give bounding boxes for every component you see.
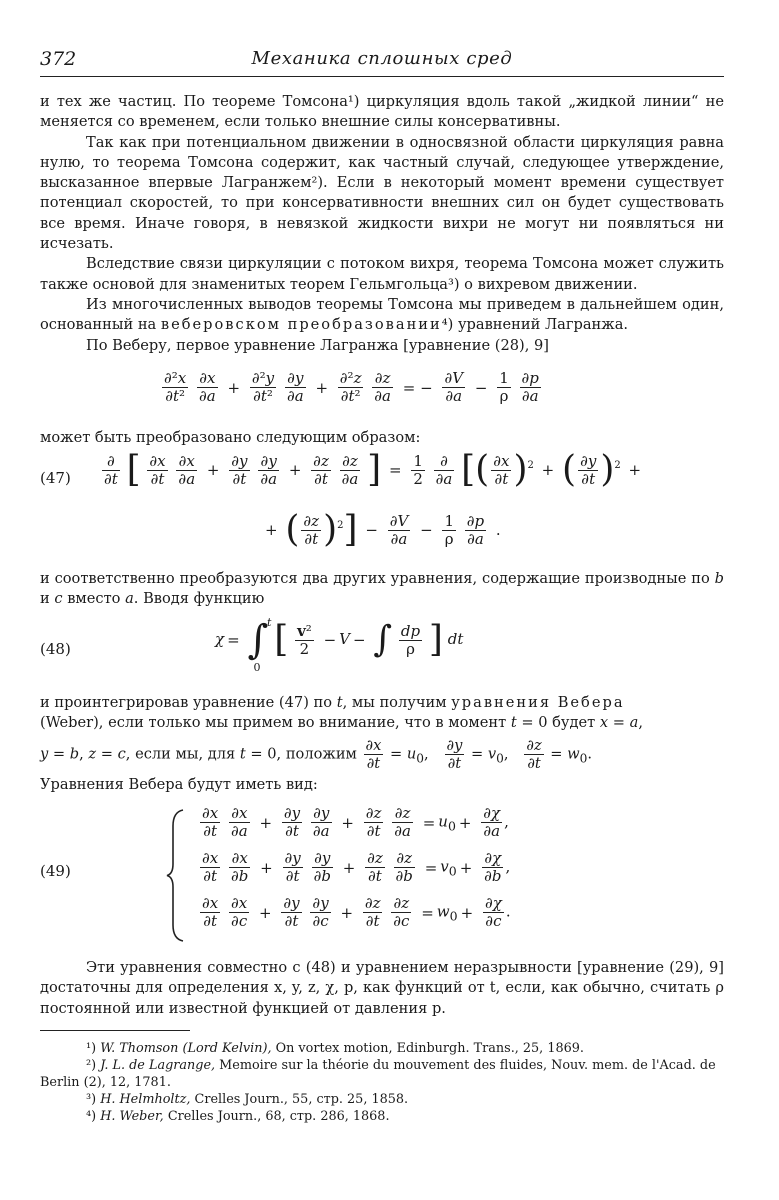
equation-49-row-c: $\frac{\partial x}{\partial t}$ $\frac{\partial x}{\partial c}$ + $\frac{\partial y}{\partial t}$ $\frac{\partial y}{\partial c}$ + $\frac{\partial z}{\partial t}$ $\frac{\partial z}{\partial c}$ = $w_0$ + $\frac{\partial\chi}{\partial c}$ . (202, 894, 511, 930)
paragraph-2: Так как при потенциальном движении в односвязной области циркуляция равна нулю, то теорема Томсона содержит, как частный случай, следующее утверждение, высказанное впервые Лагранжем²). Если в некоторый момент времени существует потенциал скоростей, то при консервативности внешних сил он будет существовать все время. Иначе говоря, в невязкой жидкости вихри не могут ни появляться ни исчезать. (40, 133, 724, 253)
header-rule (40, 76, 724, 77)
text-after-lagrange: может быть преобразовано следующим образом: (40, 429, 421, 446)
closing-paragraph: Эти уравнения совместно с (48) и уравнением неразрывности [уравнение (29), 9] достаточны для определения x, y, z, χ, p, как функций от t, если, как обычно, считать ρ постоянной или известной функцией от давления p. (40, 959, 724, 1017)
equation-49-row-b: $\frac{\partial x}{\partial t}$ $\frac{\partial x}{\partial b}$ + $\frac{\partial y}{\partial t}$ $\frac{\partial y}{\partial b}$ + $\frac{\partial z}{\partial t}$ $\frac{\partial z}{\partial b}$ = $v_0$ + $\frac{\partial\chi}{\partial b}$ , (202, 849, 511, 885)
body-text-top (40, 92, 724, 356)
spaced-term: веберовском преобразовании (160, 316, 442, 334)
paragraph-3: Вследствие связи циркуляции с потоком вихря, теорема Томсона может служить также основой для знаменитых теорем Гельмгольца³) о вихревом движении. (40, 255, 724, 293)
running-title: Механика сплошных сред (251, 48, 513, 69)
footnote-3: ³) H. Helmholtz, Crelles Journ., 55, стр. 25, 1858. (86, 1092, 409, 1107)
equation-47-line2: + ( $\frac{\partial z}{\partial t}$ )$^2$] − $\frac{\partial V}{\partial a}$ − $\frac{1}{\rho}$ $\frac{\partial p}{\partial a}$ . (265, 509, 501, 550)
paragraph-5: По Веберу, первое уравнение Лагранжа [уравнение (28), 9] (86, 336, 549, 354)
eq48-label: (48) (40, 640, 71, 658)
equation-49-row-a: $\frac{\partial x}{\partial t}$ $\frac{\partial x}{\partial a}$ + $\frac{\partial y}{\partial t}$ $\frac{\partial y}{\partial a}$ + $\frac{\partial z}{\partial t}$ $\frac{\partial z}{\partial a}$ = $u_0$ + $\frac{\partial\chi}{\partial a}$ , (202, 804, 509, 840)
page-number: 372 (40, 48, 77, 70)
eq49-label: (49) (40, 862, 71, 880)
left-brace (165, 808, 187, 943)
equation-47-line1: $\frac{\partial}{\partial t}$ [ $\frac{\partial x}{\partial t}$ $\frac{\partial x}{\partial a}$ + $\frac{\partial y}{\partial t}$ $\frac{\partial y}{\partial a}$ + $\frac{\partial z}{\partial t}$ $\frac{\partial z}{\partial a}$ ] = $\frac{1}{2}$ $\frac{\partial}{\partial a}$ [( $\frac{\partial x}{\partial t}$ )$^2$ + ( $\frac{\partial y}{\partial t}$ )$^2$ + (104, 449, 642, 490)
text-after-eq48: и проинтегрировав уравнение (47) по t, мы получим уравнения Вебера (Weber), если только мы примем во внимание, что в момент t = 0 будет x = a, (40, 694, 643, 732)
footnote-2: ²) J. L. de Lagrange, Memoire sur la théorie du mouvement des fluides, Nouv. mem. de l'Acad. de Berlin (2), 12, 1781. (40, 1058, 716, 1090)
weber-intro: Уравнения Вебера будут иметь вид: (40, 776, 318, 793)
equation-lagrange: $\frac{\text{∂²x}}{\text{∂t²}}$ $\frac{\partial x}{\partial a}$ + $\frac{\text{∂²y}}{\text{∂t²}}$ $\frac{\partial y}{\partial a}$ + $\frac{\text{∂²z}}{\text{∂t²}}$ $\frac{\partial z}{\partial a}$ = − $\frac{\partial V}{\partial a}$ − $\frac{1}{\rho}$ $\frac{\partial p}{\partial a}$ (164, 369, 539, 405)
initial-conditions-line: y = b, z = c, если мы, для t = 0, положим $\frac{\partial x}{\partial t}$ = $u_0$, $\frac{\partial y}{\partial t}$ = $v_0$, $\frac{\partial z}{\partial t}$ = $w_0$. (40, 737, 593, 772)
text-after-eq47: и соответственно преобразуются два других уравнения, содержащие производные по b и c вместо a. Вводя функцию (40, 570, 725, 608)
page-header (40, 44, 724, 74)
footnote-1: ¹) W. Thomson (Lord Kelvin), On vortex motion, Edinburgh. Trans., 25, 1869. (86, 1041, 584, 1056)
paragraph-4: Из многочисленных выводов теоремы Томсона мы приведем в дальнейшем один, основанный на веберовском преобразовании⁴) уравнений Лагранжа. (40, 295, 724, 334)
eq47-label: (47) (40, 469, 71, 487)
footnotes (40, 1040, 724, 1125)
paragraph-1: и тех же частиц. По теореме Томсона¹) циркуляция вдоль такой „жидкой линии“ не меняется со временем, если только внешние силы консервативны. (40, 93, 724, 131)
footnote-4: ⁴) H. Weber, Crelles Journ., 68, стр. 286, 1868. (86, 1109, 390, 1124)
footnote-rule (40, 1030, 190, 1031)
equation-48: χ = ∫ t 0 [ $\frac{\text{v²}}{2}$ − V − ∫ $\frac{dp}{\rho}$ ] dt (215, 616, 464, 674)
